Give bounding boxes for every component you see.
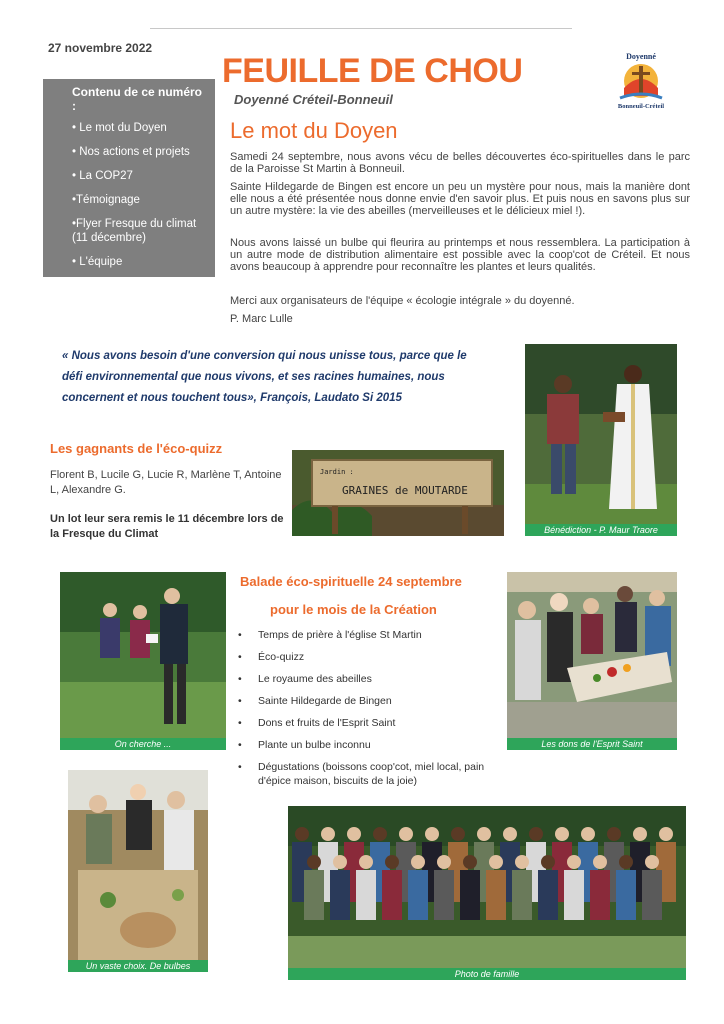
toc-item[interactable]: •Flyer Fresque du climat (11 décembre) [72,218,197,244]
bulbes-photo [68,770,208,974]
newsletter-subtitle: Doyenné Créteil-Bonneuil [234,92,393,107]
toc-item[interactable]: • Nos actions et projets [72,146,190,158]
balade-heading-line2: pour le mois de la Création [270,602,437,617]
garden-sign-photo [292,450,504,536]
toc-title: Contenu de ce numéro : [72,85,203,113]
famille-image [288,806,686,968]
toc-item[interactable]: • La COP27 [72,170,133,182]
doyen-paragraph: Nous avons laissé un bulbe qui fleurira au printemps et nous ressemblera. La participation à un autre mode de distribution alimentaire est possible avec la coop'cot de Créteil. Et nous avons beaucoup à apprendre pour reconnaître les plantes et leurs qualités. [230,237,690,273]
table-of-contents [43,79,215,277]
on-cherche-photo [60,572,226,752]
quiz-winners: Florent B, Lucile G, Lucie R, Marlène T, Antoine L, Alexandre G. [50,469,282,496]
balade-heading-line1: Balade éco-spirituelle 24 septembre [240,574,462,589]
toc-item[interactable]: •Témoignage [72,194,140,206]
famille-caption: Photo de famille [288,968,686,980]
doyen-paragraph: Merci aux organisateurs de l'équipe « écologie intégrale » du doyenné. [230,295,575,307]
dons-image [507,572,677,740]
toc-item[interactable]: • Le mot du Doyen [72,122,167,134]
quiz-heading: Les gagnants de l'éco-quizz [50,441,223,456]
doyenne-logo [610,48,672,110]
toc-list [72,121,212,279]
logo-text-top: Doyenné [626,52,656,61]
on-cherche-caption: On cherche ... [60,738,226,750]
list-item: • Dons et fruits de l'Esprit Saint [236,716,486,730]
doyen-paragraph: Samedi 24 septembre, nous avons vécu de belles découvertes éco-spirituelles dans le parc de la Paroisse St Martin à Bonneuil. [230,151,690,175]
famille-photo [288,806,686,982]
newsletter-title: FEUILLE DE CHOU [222,52,523,90]
doyen-signature: P. Marc Lulle [230,313,293,325]
doyen-paragraph: Sainte Hildegarde de Bingen est encore un peu un mystère pour nous, mais la manière dont elle nous a été présentée nous donne envie d'en savoir plus. Et puis nous en savons plus sur un autre mystère: la vie des abeilles (merveilleuses et le délicieux miel !). [230,181,690,217]
toc-item[interactable]: • L'équipe [72,256,123,268]
bulbes-image [68,770,208,962]
benediction-image [525,344,677,536]
list-item: • Temps de prière à l'église St Martin [236,628,486,642]
logo-text-bottom: Bonneuil-Créteil [617,103,665,110]
list-item: • Éco-quizz [236,650,486,664]
bulbes-caption: Un vaste choix. De bulbes [68,960,208,972]
dons-caption: Les dons de l'Esprit Saint [507,738,677,750]
list-item: • Dégustations (boissons coop'cot, miel local, pain d'épice maison, biscuits de la joie) [236,760,486,788]
doyen-heading: Le mot du Doyen [230,118,398,143]
garden-sign-image [292,450,504,536]
benediction-caption: Bénédiction - P. Maur Traore [525,524,677,536]
benediction-photo [525,344,677,536]
laudato-si-quote: « Nous avons besoin d'une conversion qui nous unisse tous, parce que le défi environnemental que nous vivons, et ses racines humaines, nous concernent et nous touchent tous», François, Laudato Si 2015 [62,350,467,404]
list-item: • Le royaume des abeilles [236,672,486,686]
list-item: • Sainte Hildegarde de Bingen [236,694,486,708]
on-cherche-image [60,572,226,740]
quiz-prize: Un lot leur sera remis le 11 décembre lors de la Fresque du Climat [50,513,284,540]
top-rule [150,28,572,29]
list-item: • Plante un bulbe inconnu [236,738,486,752]
issue-date: 27 novembre 2022 [48,41,153,55]
svg-text:GRAINES de MOUTARDE: GRAINES de MOUTARDE [342,484,468,497]
svg-text:Jardin :: Jardin : [320,468,354,476]
balade-program-list [236,628,486,796]
dons-photo [507,572,677,752]
